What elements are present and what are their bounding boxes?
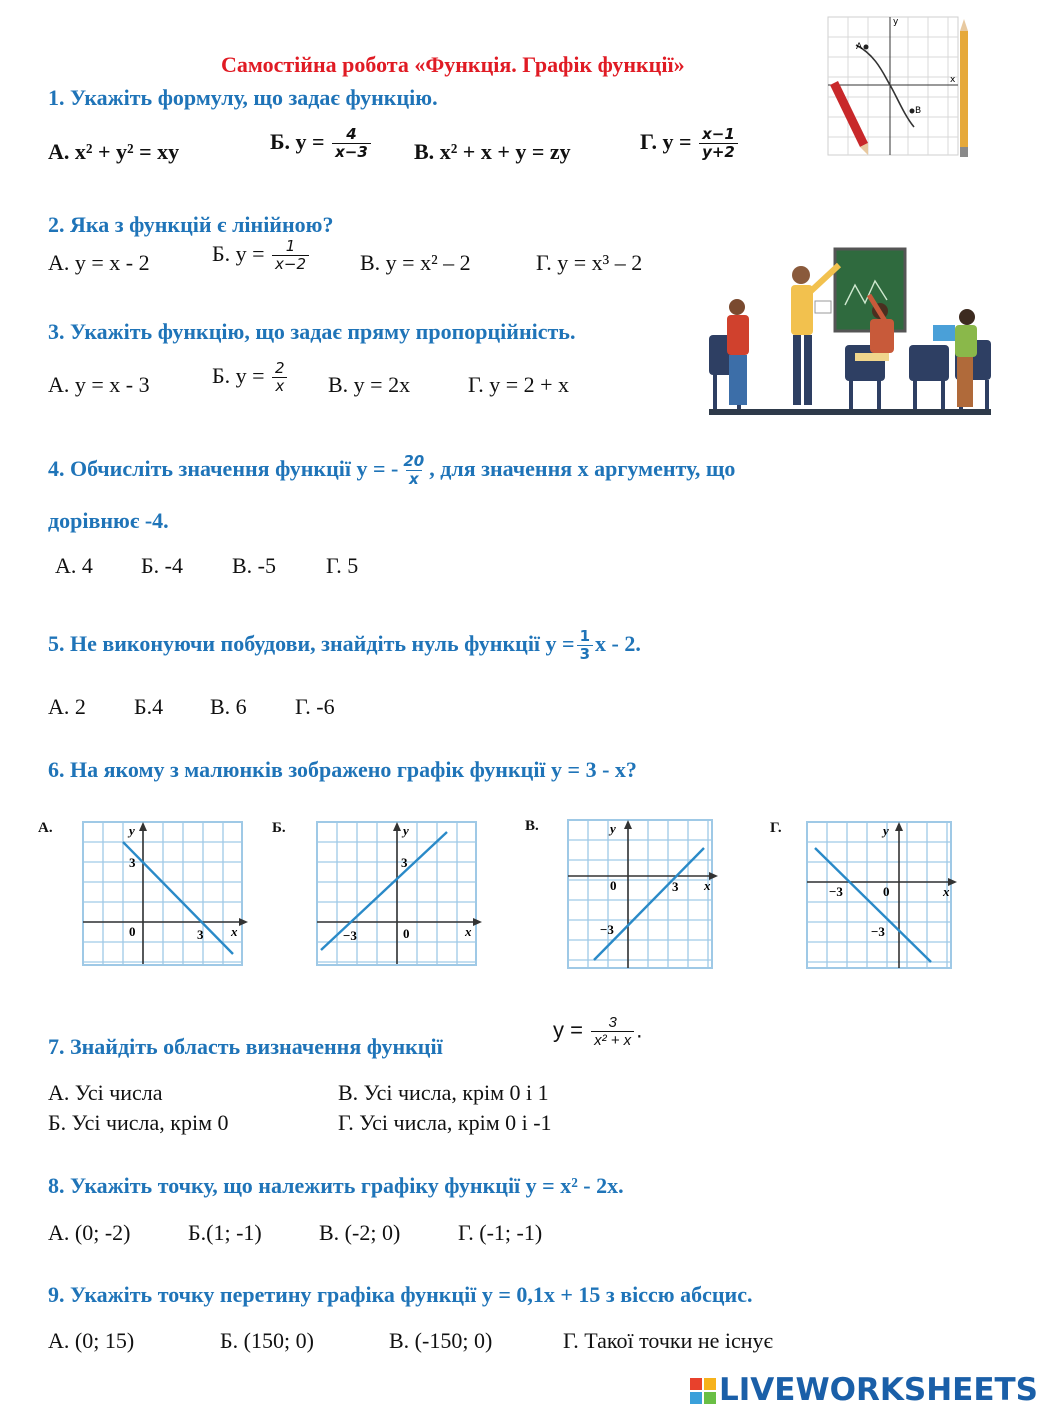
graph-a-grid [83,822,242,965]
question-6: 6. На якому з малюнків зображено графік функції y = 3 - x? [48,757,637,782]
q1-option-a-text: x² + y² = xy [74,139,180,164]
graph-b-origin-label: 0 [403,926,410,941]
q1-option-a-label: А. [48,139,70,164]
q8-option-d[interactable]: Г. (-1; -1) [458,1220,543,1245]
question-4-fraction-denominator: x [406,470,422,488]
graph-a-x-label: x [231,924,238,939]
q1-option-b-denominator: x−3 [332,143,371,161]
q3-option-b-numerator: 2 [275,359,285,377]
graph-a[interactable] [83,822,248,967]
graph-d-line [815,848,931,962]
graph-d-origin-label: 0 [883,884,890,899]
graph-c-tick-y: −3 [600,922,614,937]
q1-option-d-numerator: x−1 [702,125,735,143]
page-title: Самостійна робота «Функція. Графік функції» [221,52,685,77]
graph-a-origin-label: 0 [129,924,136,939]
question-8: 8. Укажіть точку, що належить графіку функції y = x² - 2x. [48,1173,624,1198]
q9-option-c[interactable]: В. (-150; 0) [389,1328,493,1353]
q3-option-b[interactable] [212,360,290,396]
corner-graph-illustration [826,15,976,160]
classroom-illustration [705,245,995,420]
question-5 [48,628,641,664]
q8-option-c[interactable]: В. (-2; 0) [319,1220,401,1245]
question-1: 1. Укажіть формулу, що задає функцію. [48,85,438,110]
q7-function-numerator: 3 [608,1014,617,1031]
q1-option-b-label: Б. y = [270,128,325,154]
q2-option-b-label: Б. y = [212,240,265,266]
q1-option-d-label: Г. y = [640,128,692,154]
graph-a-label[interactable]: А. [38,820,53,836]
graph-d-tick-y: −3 [871,924,885,939]
liveworksheets-logo-icon [690,1378,716,1404]
question-4-end: , для значення x аргументу, що [429,455,736,481]
q7-function [553,1014,642,1050]
q5-option-d[interactable]: Г. -6 [295,694,335,719]
q7-function-end: . [636,1017,643,1043]
graph-a-line [123,842,233,954]
graph-a-y-label: y [129,823,135,838]
graph-c-label[interactable]: В. [525,818,539,834]
question-5-end: x - 2. [595,630,641,656]
q7-option-d[interactable]: Г. Усі числа, крім 0 і -1 [338,1110,552,1135]
q2-option-b[interactable] [212,238,311,274]
graph-b-label[interactable]: Б. [272,820,286,836]
graph-d-y-label: y [883,823,889,838]
graph-b-line [321,832,447,950]
q1-option-c[interactable] [414,139,571,165]
q1-option-c-text: x² + x + y = zy [439,139,571,164]
q3-option-b-label: Б. y = [212,362,265,388]
q7-option-b[interactable]: Б. Усі числа, крім 0 [48,1110,229,1135]
q2-option-b-denominator: x−2 [272,255,309,273]
question-5-fraction-numerator: 1 [579,627,591,645]
q5-option-c[interactable]: В. 6 [210,694,247,719]
graph-d[interactable] [807,822,957,970]
q4-option-d[interactable]: Г. 5 [326,553,359,578]
q9-option-d[interactable]: Г. Такої точки не існує [563,1328,773,1353]
q2-option-c[interactable]: В. y = x² – 2 [360,250,471,275]
graph-b[interactable] [317,822,482,967]
graph-c-x-label: x [704,878,711,893]
q4-option-a[interactable]: А. 4 [55,553,93,578]
graph-c-origin-label: 0 [610,878,617,893]
yellow-pencil-icon [960,19,968,157]
q3-option-c[interactable]: В. y = 2x [328,372,411,397]
q8-option-a[interactable]: А. (0; -2) [48,1220,131,1245]
q5-option-a[interactable]: А. 2 [48,694,86,719]
corner-graph-x-label: x [950,75,956,85]
q8-option-b[interactable]: Б.(1; -1) [188,1220,262,1245]
graph-a-tick-y: 3 [129,855,136,870]
graph-b-y-label: y [403,823,409,838]
q3-option-d[interactable]: Г. y = 2 + x [468,372,570,397]
q3-option-b-denominator: x [272,377,287,395]
q3-option-a[interactable]: А. y = x - 3 [48,372,150,397]
graph-b-tick-y: 3 [401,855,408,870]
graph-c-grid [568,820,712,968]
q4-option-c[interactable]: В. -5 [232,553,276,578]
q1-option-b[interactable] [270,126,373,162]
graph-a-tick-x: 3 [197,927,204,942]
question-9: 9. Укажіть точку перетину графіка функції y = 0,1x + 15 з віссю абсцис. [48,1282,753,1307]
q7-option-c[interactable]: В. Усі числа, крім 0 і 1 [338,1080,549,1105]
graph-d-label[interactable]: Г. [770,820,782,836]
graph-b-tick-x: −3 [343,928,357,943]
q7-option-a[interactable]: А. Усі числа [48,1080,163,1105]
graph-c-y-label: y [610,821,616,836]
q2-option-a[interactable]: А. y = x - 2 [48,250,150,275]
q1-option-c-label: В. [414,139,435,164]
q1-option-b-numerator: 4 [346,125,357,143]
q9-option-a[interactable]: А. (0; 15) [48,1328,135,1353]
question-2: 2. Яка з функцій є лінійною? [48,212,334,237]
liveworksheets-logo-text[interactable]: LIVEWORKSHEETS [719,1372,1038,1408]
graph-c[interactable] [568,820,718,970]
graph-c-tick-x: 3 [672,879,679,894]
q1-option-a[interactable] [48,139,179,165]
question-5-fraction-denominator: 3 [577,645,593,663]
q5-option-b[interactable]: Б.4 [134,694,164,719]
corner-graph-label-b: B [915,106,922,116]
question-4 [48,453,735,489]
question-7: 7. Знайдіть область визначення функції [48,1034,443,1059]
q4-option-b[interactable]: Б. -4 [141,553,183,578]
q2-option-d[interactable]: Г. y = x³ – 2 [536,250,643,275]
question-4-start: 4. Обчисліть значення функції y = - [48,455,399,481]
question-3: 3. Укажіть функцію, що задає пряму пропорційність. [48,319,576,344]
q2-option-b-numerator: 1 [285,237,296,255]
graph-b-x-label: x [465,924,472,939]
q9-option-b[interactable]: Б. (150; 0) [220,1328,314,1353]
corner-graph-label-a: A [856,42,863,52]
q7-function-denominator: x² + x [591,1031,634,1049]
q7-function-label: y = [553,1017,583,1043]
graph-d-tick-x: −3 [829,884,843,899]
question-5-start: 5. Не виконуючи побудови, знайдіть нуль функції y = [48,630,575,656]
q1-option-d-denominator: y+2 [699,143,738,161]
question-4-fraction-numerator: 20 [403,452,425,470]
corner-graph-y-label: y [893,17,899,27]
q1-option-d[interactable] [640,126,740,162]
graph-d-x-label: x [943,884,950,899]
question-4-line-2: дорівнює -4. [48,508,169,533]
